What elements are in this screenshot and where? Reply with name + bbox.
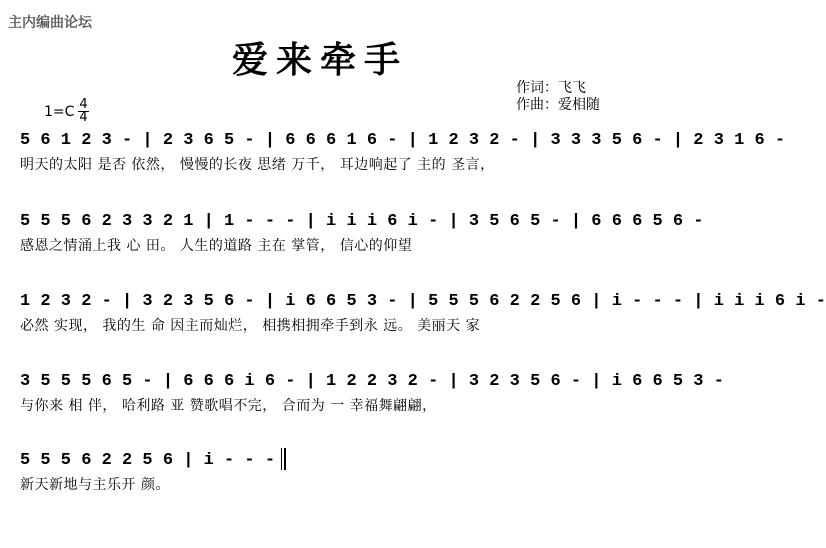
notation-line (20, 124, 786, 150)
time-bottom: 4 (79, 110, 88, 125)
notation: 5 5 5 6 2 2 5 6 | i - - - (20, 451, 276, 470)
key-signature (44, 99, 89, 124)
lyric-line: 明天的太阳 是否 依然， 慢慢的长夜 思绪 万千， 耳边响起了 主的 圣言， (20, 157, 495, 173)
credits (516, 80, 600, 114)
lyric-line: 与你来 相 伴， 哈利路 亚 赞歌唱不完， 合而为 一 幸福舞翩翩， (20, 398, 437, 414)
composer: 作曲：爱相随 (516, 97, 600, 113)
staff-line-2 (20, 205, 704, 257)
notation: 3 5 5 5 6 5 - | 6 6 6 i 6 - | 1 2 2 3 2 - | 3 2 3 5 6 - | i 6 6 5 3 - (20, 372, 724, 391)
notation: 1 2 3 2 - | 3 2 3 5 6 - | i 6 6 5 3 - | 5 5 5 6 2 2 5 6 | i - - - | i i i 6 i - (20, 292, 826, 311)
notation: 5 5 5 6 2 3 3 2 1 | 1 - - - | i i i 6 i - | 3 5 6 5 - | 6 6 6 5 6 - (20, 212, 704, 231)
lyric-line: 必然 实现， 我的生 命 因主而灿烂， 相携相拥牵手到永 远。 美丽天 家 (20, 318, 481, 334)
staff-line-4 (20, 365, 724, 417)
notation: 5 6 1 2 3 - | 2 3 6 5 - | 6 6 6 1 6 - | 1 2 3 2 - | 3 3 3 5 6 - | 2 3 1 6 - (20, 131, 786, 150)
notation-line (20, 365, 724, 391)
staff-line-1 (20, 124, 786, 176)
notation-line (20, 444, 632, 470)
time-signature (78, 99, 88, 124)
notation-line (20, 285, 826, 311)
staff-line-3 (20, 285, 826, 337)
lyric-line: 感恩之情涌上我 心 田。 人生的道路 主在 掌管， 信心的仰望 (20, 238, 413, 254)
time-top: 4 (79, 97, 88, 112)
staff-line-5 (20, 444, 632, 496)
notation-line (20, 205, 704, 231)
lyric-line: 新天新地与主乐开 颜。 (20, 477, 170, 493)
lyricist: 作词：飞飞 (516, 80, 586, 96)
song-title: 爱来牵手 (231, 39, 408, 81)
key-label: 1=C (44, 103, 75, 120)
final-barline (281, 448, 286, 470)
forum-watermark: 主内编曲论坛 (8, 15, 92, 31)
